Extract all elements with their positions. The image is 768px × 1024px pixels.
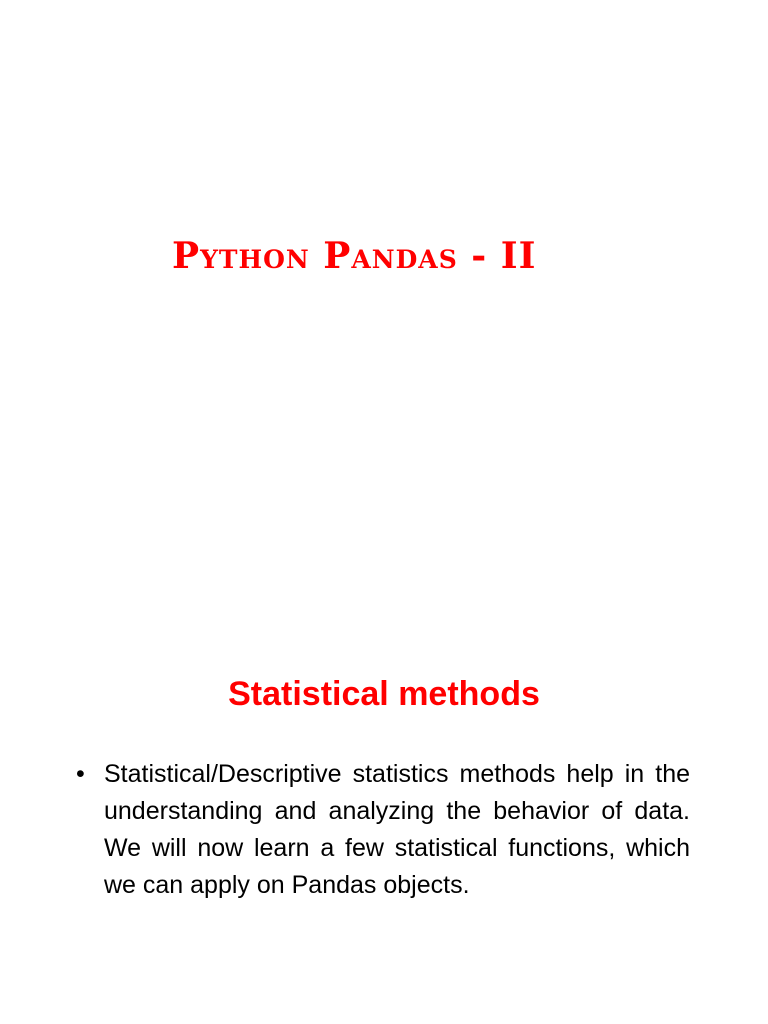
section-heading: Statistical methods xyxy=(228,675,540,713)
bullet-icon: • xyxy=(76,760,85,788)
list-item xyxy=(76,756,690,904)
page-title: Python Pandas - II xyxy=(172,235,537,277)
bullet-list xyxy=(76,756,690,904)
content-slide xyxy=(0,660,768,1024)
bullet-text: Statistical/Descriptive statistics methods help in the understanding and analyzing the behavior of data. We will now learn a few statistical functions, which we can apply on Pandas objects. xyxy=(104,760,690,899)
